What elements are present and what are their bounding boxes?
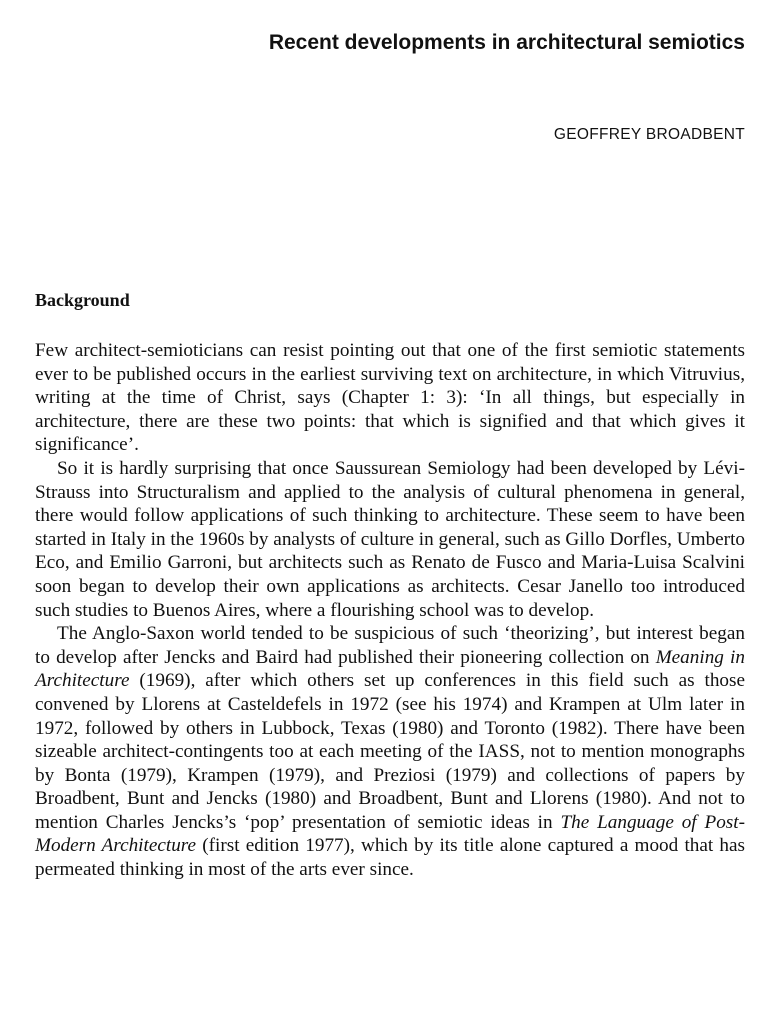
paragraph-3-text-3: (first edition 1977), which by its title alone captured a mood that has permeated thinking in most of the arts ever since. bbox=[35, 835, 745, 881]
section-heading: Background bbox=[35, 290, 130, 310]
article-title: Recent developments in architectural semiotics bbox=[268, 31, 745, 54]
book-title-meaning-in-architecture: Meaning in Architecture bbox=[35, 646, 745, 692]
paragraph-2: So it is hardly surprising that once Saussurean Semiology had been developed by Lévi-Strauss into Structuralism and applied to the analysis of cultural phenomena in general, there would follow applications of such thinking to architecture. These seem to have been started in Italy in the 1960s by analysts of culture in general, such as Gillo Dorfles, Umberto Eco, and Emilio Garroni, but architects such as Renato de Fusco and Maria-Luisa Scalvini soon began to develop their own applications as architects. Cesar Janello too introduced such studies to Buenos Aires, where a flourishing school was to develop. bbox=[35, 457, 745, 621]
paragraph-1: Few architect-semioticians can resist pointing out that one of the first semiotic statements ever to be published occurs in the earliest surviving text on architecture, in which Vitruvius, writing at the time of Christ, says (Chapter 1: 3): ‘In all things, but especially in architecture, there are these two points: that which is signified and that which gives it significance’. bbox=[35, 340, 745, 456]
paragraph-3-text-1: The Anglo-Saxon world tended to be suspicious of such ‘theorizing’, but interest began to develop after Jencks and Baird had published their pioneering collection on bbox=[35, 623, 745, 668]
paragraph-3-text-2: (1969), after which others set up conferences in this field such as those convened by Llorens at Casteldefels in 1972 (see his 1974) and Krampen at Ulm later in 1972, followed by others in Lubbock, Texas (1980) and Toronto (1982). There have been sizeable architect-contingents too at each meeting of the IASS, not to mention monographs by Bonta (1979), Krampen (1979), and Preziosi (1979) and collections of papers by Broadbent, Bunt and Jencks (1980) and Broadbent, Bunt and Llorens (1980). And not to mention Charles Jencks’s ‘pop’ presentation of semiotic ideas in bbox=[35, 670, 745, 833]
author-name: GEOFFREY BROADBENT bbox=[553, 126, 745, 143]
book-title-language-of-post-modern-architecture: The Language of Post-Modern Architecture bbox=[35, 811, 745, 857]
paragraph-3 bbox=[35, 622, 745, 882]
body-text bbox=[35, 339, 745, 882]
